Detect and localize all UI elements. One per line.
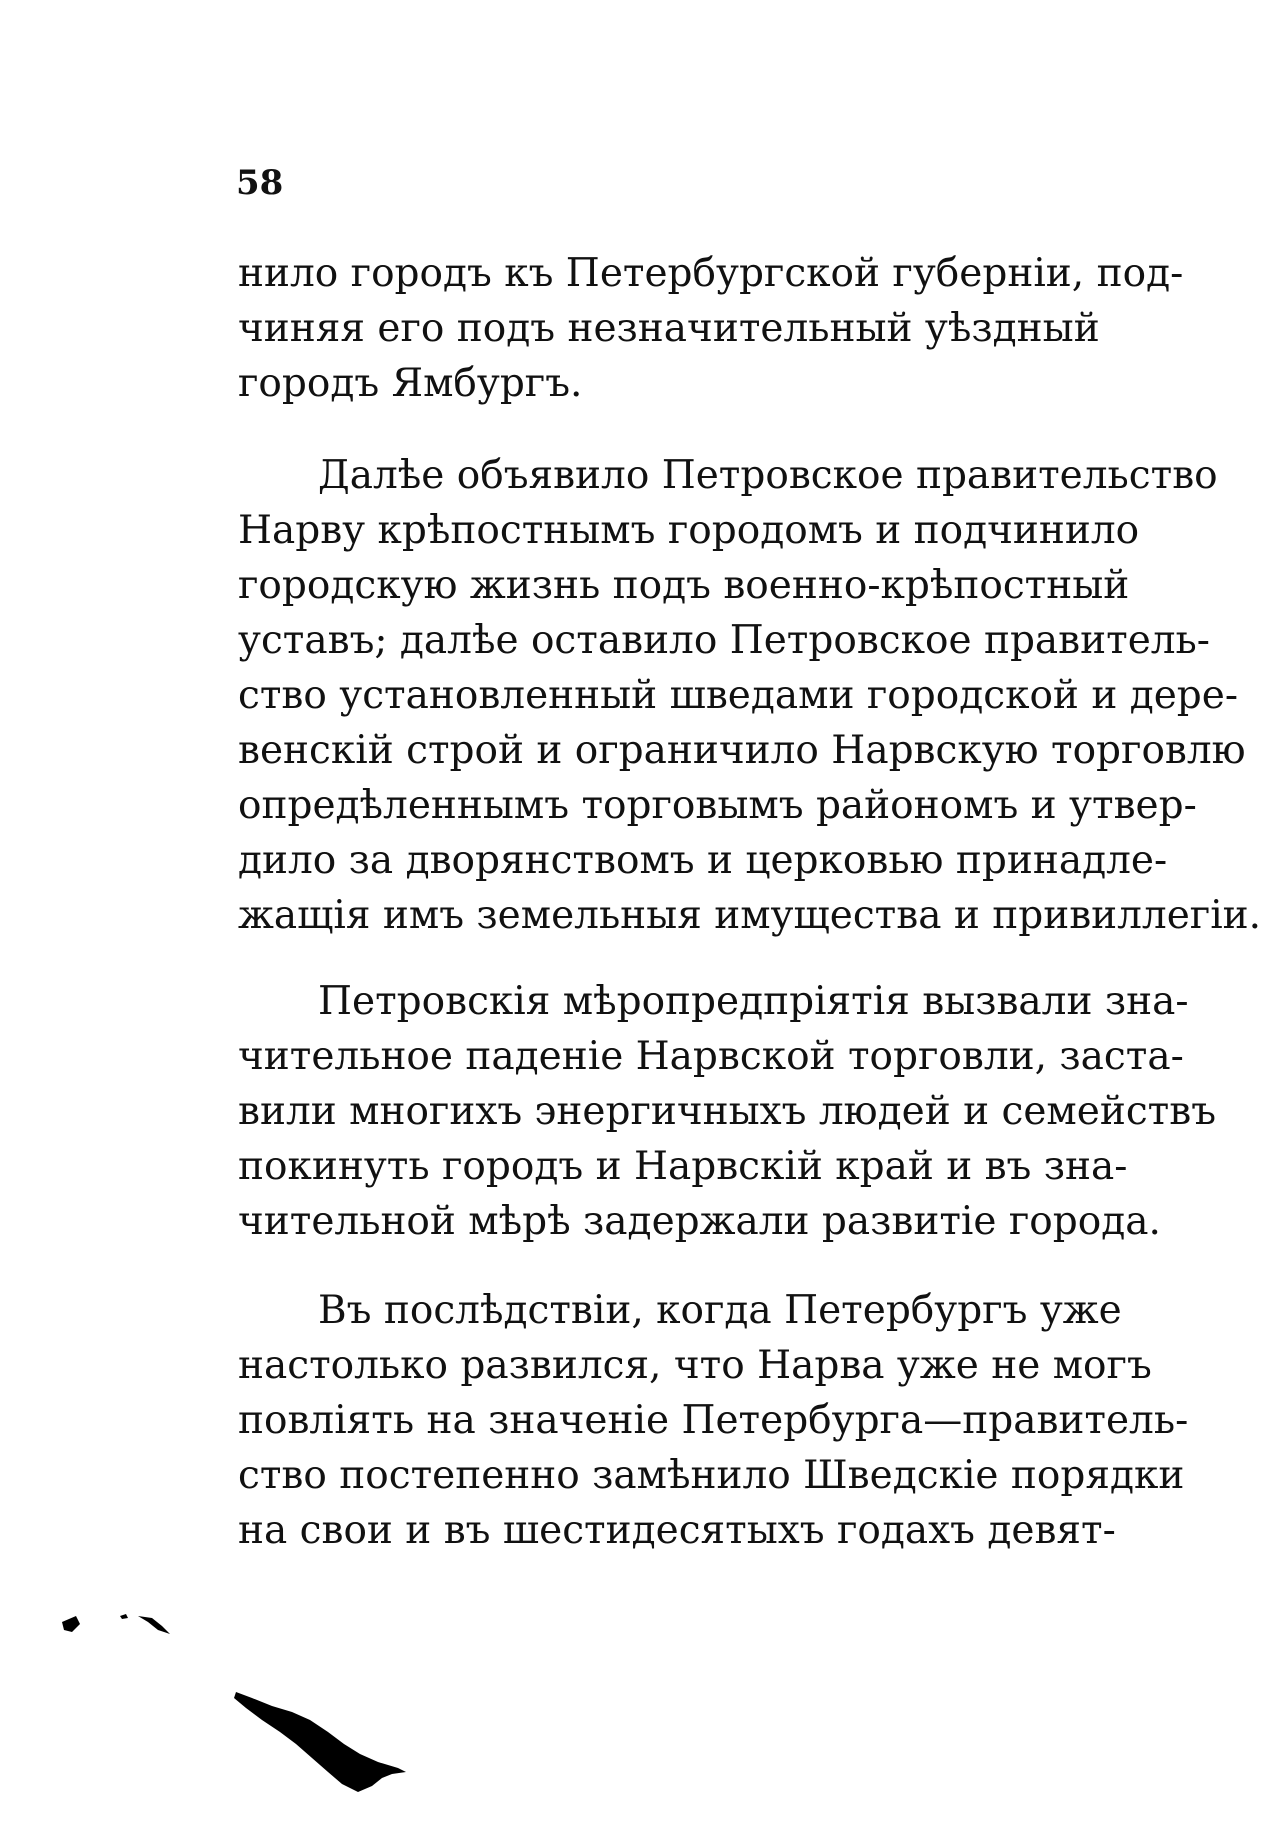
text-line: чиняя его подъ незначительный уѣздный <box>238 306 1100 351</box>
ink-smudge-large <box>232 1688 412 1798</box>
text-line: Нарву крѣпостнымъ городомъ и подчинило <box>238 508 1140 553</box>
text-line: жащія имъ земельныя имущества и привиллегіи. <box>238 893 1261 938</box>
ink-smudge-small <box>60 1610 180 1650</box>
text-line: настолько развился, что Нарва уже не могъ <box>238 1343 1152 1388</box>
text-line: на свои и въ шестидесятыхъ годахъ девят- <box>238 1508 1116 1553</box>
text-line: чительной мѣрѣ задержали развитіе города. <box>238 1199 1161 1244</box>
paragraph-1 <box>238 246 1184 411</box>
text-line: ство постепенно замѣнило Шведскіе порядки <box>238 1453 1185 1498</box>
paragraph-3 <box>238 974 1217 1249</box>
text-line: опредѣленнымъ торговымъ райономъ и утвер- <box>238 783 1197 828</box>
paragraph-4 <box>238 1283 1189 1558</box>
text-line: ство установленный шведами городской и дере- <box>238 673 1239 718</box>
text-line: Въ послѣдствіи, когда Петербургъ уже <box>318 1288 1122 1333</box>
text-line: уставъ; далѣе оставило Петровское правитель- <box>238 618 1210 663</box>
paragraph-2 <box>238 448 1261 943</box>
text-line: чительное паденіе Нарвской торговли, заста- <box>238 1034 1184 1079</box>
text-line: дило за дворянствомъ и церковью принадле- <box>238 838 1168 883</box>
text-line: нило городъ къ Петербургской губерніи, под- <box>238 251 1184 296</box>
text-line: повліять на значеніе Петербурга—правитель- <box>238 1398 1189 1443</box>
text-line: покинуть городъ и Нарвскій край и въ зна- <box>238 1144 1128 1189</box>
page-number: 58 <box>236 163 284 203</box>
text-line: городскую жизнь подъ военно-крѣпостный <box>238 563 1130 608</box>
text-line: городъ Ямбургъ. <box>238 361 583 406</box>
text-line: Петровскія мѣропредпріятія вызвали зна- <box>318 979 1189 1024</box>
text-line: вили многихъ энергичныхъ людей и семействъ <box>238 1089 1217 1134</box>
text-line: венскій строй и ограничило Нарвскую торговлю <box>238 728 1246 773</box>
text-line: Далѣе объявило Петровское правительство <box>318 453 1218 498</box>
